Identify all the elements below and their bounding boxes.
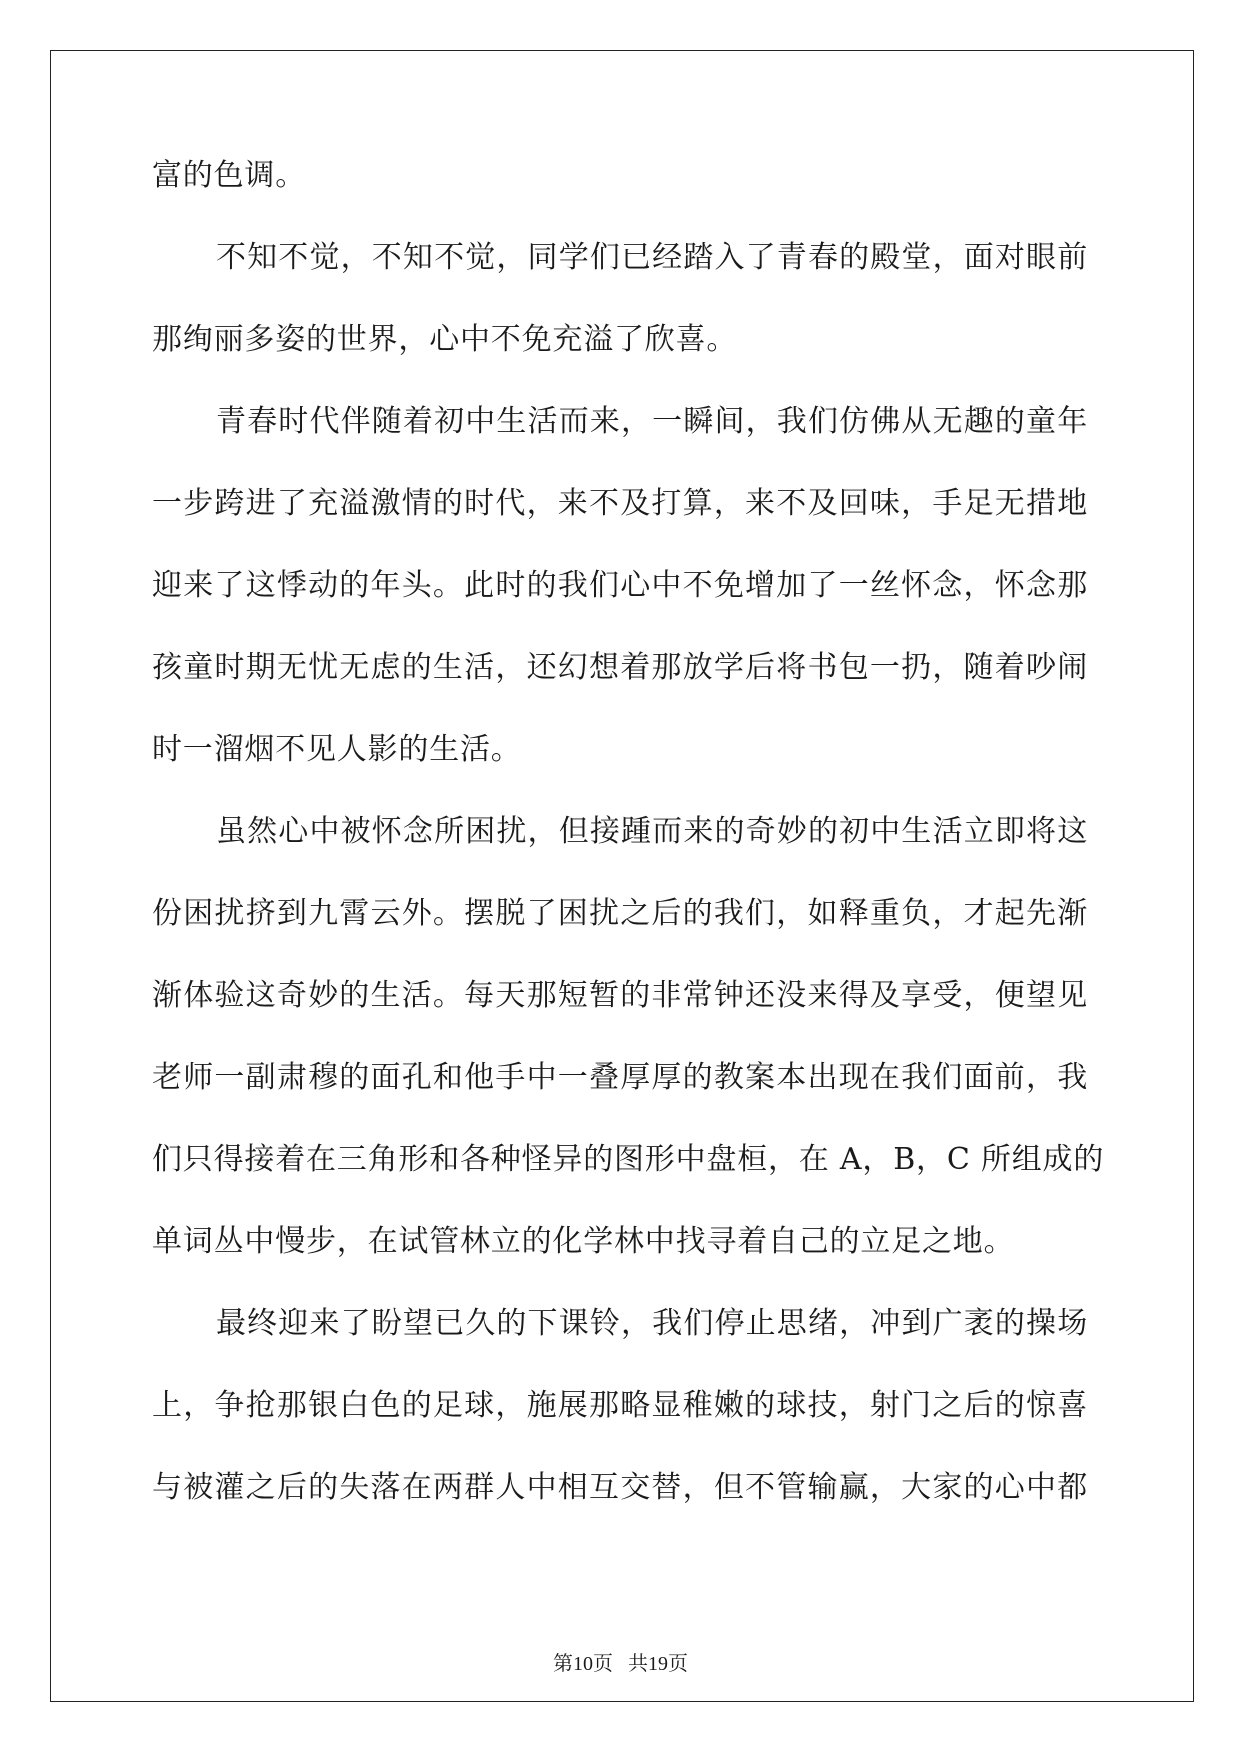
document-body	[152, 158, 1105, 1552]
paragraph-start-line: 不知不觉，不知不觉，同学们已经踏入了青春的殿堂，面对眼前	[216, 240, 1088, 275]
text-line: 们只得接着在三角形和各种怪异的图形中盘桓，在 A，B，C 所组成的	[152, 1142, 1105, 1177]
text-line: 那绚丽多姿的世界，心中不免充溢了欣喜。	[152, 322, 738, 357]
text-line: 上，争抢那银白色的足球，施展那略显稚嫩的球技，射门之后的惊喜	[152, 1388, 1088, 1423]
text-line: 渐体验这奇妙的生活。每天那短暂的非常钟还没来得及享受，便望见	[152, 978, 1088, 1013]
text-line: 与被灌之后的失落在两群人中相互交替，但不管输赢，大家的心中都	[152, 1470, 1088, 1505]
page-footer	[0, 1652, 1241, 1676]
paragraph-start-line: 虽然心中被怀念所困扰，但接踵而来的奇妙的初中生活立即将这	[216, 814, 1088, 849]
text-line: 富的色调。	[152, 158, 306, 193]
text-line: 单词丛中慢步，在试管林立的化学林中找寻着自己的立足之地。	[152, 1224, 1015, 1259]
paragraph-start-line: 最终迎来了盼望已久的下课铃，我们停止思绪，冲到广袤的操场	[216, 1306, 1088, 1341]
text-line: 孩童时期无忧无虑的生活，还幻想着那放学后将书包一扔，随着吵闹	[152, 650, 1088, 685]
page-number-label: 第10页 共19页	[553, 1653, 688, 1675]
paragraph-start-line: 青春时代伴随着初中生活而来，一瞬间，我们仿佛从无趣的童年	[216, 404, 1088, 439]
text-line: 迎来了这悸动的年头。此时的我们心中不免增加了一丝怀念，怀念那	[152, 568, 1088, 603]
text-line: 老师一副肃穆的面孔和他手中一叠厚厚的教案本出现在我们面前，我	[152, 1060, 1088, 1095]
text-line: 一步跨进了充溢激情的时代，来不及打算，来不及回味，手足无措地	[152, 486, 1088, 521]
text-line: 份困扰挤到九霄云外。摆脱了困扰之后的我们，如释重负，才起先渐	[152, 896, 1088, 931]
text-line: 时一溜烟不见人影的生活。	[152, 732, 522, 767]
